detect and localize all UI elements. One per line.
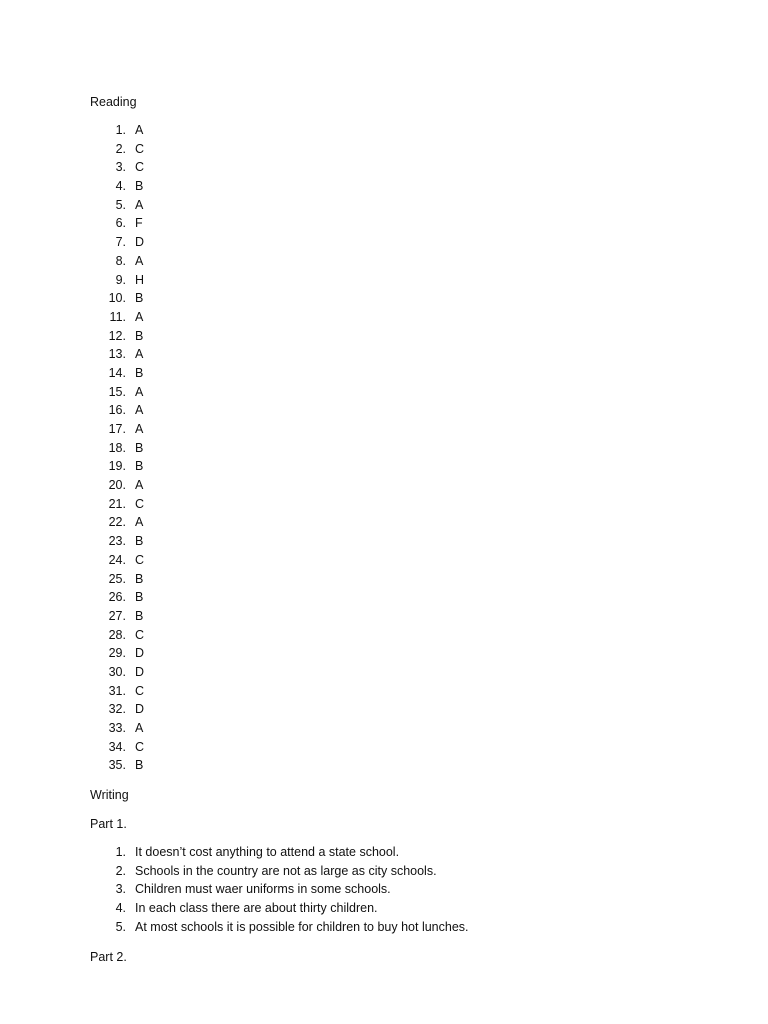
part1-heading: Part 1.: [90, 817, 127, 832]
list-item-text: A: [135, 478, 144, 493]
list-item: [90, 918, 690, 937]
list-item-number: 5.: [115, 197, 126, 212]
list-item: [90, 644, 690, 663]
list-item: [90, 289, 690, 308]
list-item-number: 10.: [108, 291, 126, 306]
list-item-number: 1.: [115, 123, 126, 137]
list-item: [90, 271, 690, 290]
list-item-number: 1.: [115, 845, 126, 860]
list-item-number: 23.: [108, 534, 126, 549]
list-item-text: B: [135, 608, 144, 623]
list-item-text: H: [135, 272, 145, 287]
list-item-text: Children must waer uniforms in some schools.: [135, 882, 391, 897]
list-item-number: 18.: [108, 440, 126, 455]
list-item-number: 7.: [115, 235, 126, 250]
list-item-number: 22.: [108, 515, 126, 530]
list-item-text: C: [135, 739, 145, 754]
list-item-number: 2.: [115, 141, 126, 156]
list-item-text: C: [135, 627, 145, 642]
list-item: [90, 158, 690, 177]
list-item-text: A: [135, 309, 144, 324]
list-item: [90, 140, 690, 159]
list-item: [90, 439, 690, 458]
list-item-text: F: [135, 216, 143, 231]
list-item-number: 25.: [108, 571, 126, 586]
list-item-text: A: [135, 123, 144, 137]
list-item: [90, 214, 690, 233]
list-item: [90, 532, 690, 551]
list-item-number: 14.: [108, 365, 126, 380]
list-item: [90, 682, 690, 701]
list-item-text: A: [135, 253, 144, 268]
list-item-number: 35.: [108, 758, 126, 773]
list-item-text: C: [135, 141, 145, 156]
list-item-text: At most schools it is possible for children to buy hot lunches.: [135, 919, 469, 934]
list-item-text: A: [135, 384, 144, 399]
list-item: [90, 364, 690, 383]
list-item-number: 29.: [108, 646, 126, 661]
list-item-number: 20.: [108, 478, 126, 493]
list-item-number: 13.: [108, 347, 126, 362]
list-item: [90, 700, 690, 719]
list-item: [90, 551, 690, 570]
list-item-text: A: [135, 515, 144, 530]
list-item-text: D: [135, 235, 145, 250]
list-item-text: B: [135, 534, 144, 549]
list-item-text: B: [135, 758, 144, 773]
list-item: [90, 177, 690, 196]
list-item-text: D: [135, 702, 145, 717]
list-item-number: 21.: [108, 496, 126, 511]
list-item-text: C: [135, 683, 145, 698]
list-item-text: B: [135, 459, 144, 474]
list-item: [90, 420, 690, 439]
list-item-number: 33.: [108, 721, 126, 735]
list-item-number: 3.: [115, 882, 126, 897]
list-item: [90, 663, 690, 682]
list-item: [90, 843, 690, 862]
part1-answer-list: [90, 843, 690, 936]
list-item-text: A: [135, 422, 144, 436]
list-item-number: 3.: [115, 160, 126, 175]
list-item-text: C: [135, 552, 145, 567]
list-item-number: 26.: [108, 590, 126, 605]
list-item-text: A: [135, 721, 144, 735]
list-item-text: B: [135, 291, 144, 306]
list-item-text: B: [135, 590, 144, 605]
list-item-number: 16.: [108, 403, 126, 418]
list-item-number: 8.: [115, 253, 126, 268]
list-item-number: 24.: [108, 552, 126, 567]
list-item-number: 32.: [108, 702, 126, 717]
list-item: [90, 457, 690, 476]
list-item-text: Schools in the country are not as large as city schools.: [135, 863, 437, 878]
list-item: [90, 401, 690, 420]
part2-heading: Part 2.: [90, 949, 127, 964]
list-item-text: B: [135, 365, 144, 380]
list-item-number: 19.: [108, 459, 126, 474]
list-item-text: B: [135, 179, 144, 194]
list-item-number: 9.: [115, 272, 126, 287]
list-item: [90, 738, 690, 757]
list-item-number: 4.: [115, 901, 126, 916]
list-item-text: D: [135, 646, 145, 661]
list-item-number: 11.: [109, 309, 126, 324]
list-item-text: B: [135, 328, 144, 343]
list-item: [90, 756, 690, 775]
list-item-number: 30.: [108, 664, 126, 679]
list-item-text: A: [135, 197, 144, 212]
list-item-text: C: [135, 496, 145, 511]
list-item-text: C: [135, 160, 145, 175]
list-item-number: 6.: [115, 216, 126, 231]
list-item-number: 5.: [115, 919, 126, 934]
list-item: [90, 880, 690, 899]
document-page: [90, 93, 690, 966]
list-item: [90, 233, 690, 252]
list-item-number: 2.: [115, 863, 126, 878]
list-item-number: 28.: [108, 627, 126, 642]
list-item: [90, 899, 690, 918]
list-item: [90, 588, 690, 607]
list-item: [90, 121, 690, 140]
list-item-text: B: [135, 440, 144, 455]
list-item: [90, 196, 690, 215]
list-item-number: 4.: [115, 179, 126, 194]
list-item: [90, 607, 690, 626]
list-item-text: In each class there are about thirty children.: [135, 901, 378, 916]
list-item-text: A: [135, 403, 144, 418]
list-item: [90, 345, 690, 364]
list-item-number: 31.: [108, 683, 126, 698]
list-item: [90, 308, 690, 327]
list-item-number: 12.: [108, 328, 126, 343]
list-item: [90, 252, 690, 271]
list-item: [90, 570, 690, 589]
reading-answer-list: [90, 121, 690, 775]
list-item-text: D: [135, 664, 145, 679]
list-item: [90, 626, 690, 645]
list-item-number: 15.: [108, 384, 126, 399]
list-item: [90, 327, 690, 346]
list-item: [90, 495, 690, 514]
list-item-number: 34.: [108, 739, 126, 754]
reading-heading: Reading: [90, 95, 137, 109]
list-item: [90, 719, 690, 738]
list-item-text: B: [135, 571, 144, 586]
list-item-number: 27.: [108, 608, 126, 623]
list-item-text: A: [135, 347, 144, 362]
writing-heading: Writing: [90, 788, 129, 803]
list-item: [90, 513, 690, 532]
list-item-text: It doesn’t cost anything to attend a state school.: [135, 845, 400, 860]
list-item: [90, 476, 690, 495]
list-item: [90, 383, 690, 402]
list-item: [90, 862, 690, 881]
list-item-number: 17.: [108, 422, 126, 436]
